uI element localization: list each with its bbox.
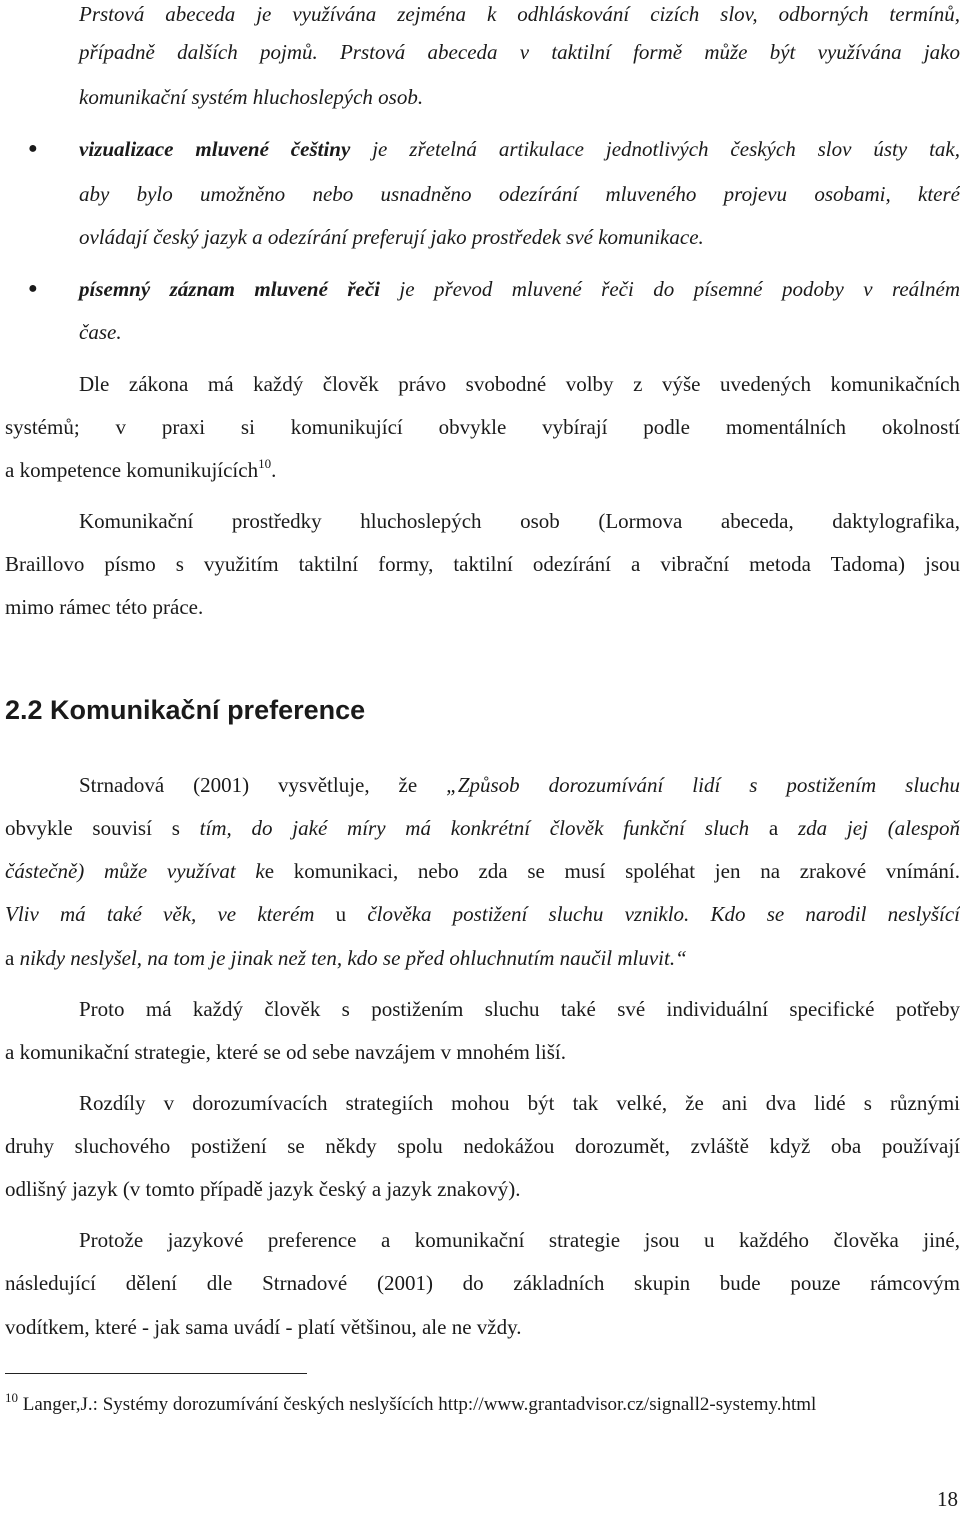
para-5-line-2 xyxy=(5,1132,960,1160)
para-3-text-1b: „Způsob dorozumívání lidí s postižením sluchu xyxy=(446,773,960,797)
para-5-line-3 xyxy=(5,1175,960,1203)
bullet-1-text-3: ovládají český jazyk a odezírání preferují jako prostředek své komunikace. xyxy=(79,225,704,249)
para-2-line-2 xyxy=(5,550,960,578)
footnote-text: Langer,J.: Systémy dorozumívání českých neslyšících http://www.grantadvisor.cz/signall2-systemy.html xyxy=(18,1394,817,1415)
para-3-text-3b: e komunikaci, nebo zda se musí spoléhat jen na zrakové vnímání. xyxy=(264,859,960,883)
fragment-line-1 xyxy=(79,0,960,28)
para-1-end: . xyxy=(271,458,277,482)
para-1-text-2: systémů; v praxi si komunikující obvykle vybírají podle momentálních okolností xyxy=(5,415,960,439)
para-3-text-2c: a xyxy=(749,816,798,840)
para-3-text-4c: člověka postižení sluchu vzniklo. Kdo se narodil neslyšící xyxy=(367,902,960,926)
para-3-line-5 xyxy=(5,944,960,972)
bullet-1-line-2 xyxy=(79,180,960,208)
para-2-line-1 xyxy=(79,507,960,535)
para-3-text-2b: tím, do jaké míry má konkrétní člověk funkční sluch xyxy=(199,816,750,840)
para-4-text-2: a komunikační strategie, které se od sebe navzájem v mnohém liší. xyxy=(5,1040,566,1064)
bullet-1-term: vizualizace mluvené češtiny xyxy=(79,137,351,161)
para-6-line-3 xyxy=(5,1313,960,1341)
para-2-text-2: Braillovo písmo s využitím taktilní formy, taktilní odezírání a vibrační metoda Tadoma) jsou xyxy=(5,552,960,576)
para-2-line-3 xyxy=(5,593,960,621)
footnote xyxy=(5,1392,816,1418)
para-2-text-3: mimo rámec této práce. xyxy=(5,595,204,619)
para-3-line-3 xyxy=(5,857,960,885)
para-6-text-1: Protože jazykové preference a komunikační strategie jsou u každého člověka jiné, xyxy=(79,1228,960,1252)
bullet-2-text-2: čase. xyxy=(79,320,122,344)
para-1-text-3: a kompetence komunikujících xyxy=(5,458,259,482)
para-6-text-3: vodítkem, které - jak sama uvádí - platí většinou, ale ne vždy. xyxy=(5,1315,522,1339)
para-3-text-4a: Vliv má také věk, ve kterém xyxy=(5,902,315,926)
bullet-2-rest: je převod mluvené řeči do písemné podoby v reálném xyxy=(379,277,960,301)
para-4-line-1 xyxy=(79,995,960,1023)
footnote-ref: 10 xyxy=(258,456,272,471)
bullet-1-line-3 xyxy=(79,223,960,251)
bullet-1-text-2: aby bylo umožněno nebo usnadněno odezírání mluveného projevu osobami, které xyxy=(79,182,960,206)
bullet-dot-icon: ● xyxy=(28,280,38,297)
para-3-text-1a: Strnadová (2001) vysvětluje, že xyxy=(79,773,447,797)
para-5-text-2: druhy sluchového postižení se někdy spolu nedokážou dorozumět, zvláště když oba používají xyxy=(5,1134,960,1158)
bullet-2-term: písemný záznam mluvené řeči xyxy=(79,277,380,301)
bullet-dot-icon: ● xyxy=(28,140,38,157)
para-3-text-2d: zda jej (alespoň xyxy=(797,816,960,840)
para-3-text-3a: částečně) může využívat k xyxy=(5,859,265,883)
section-heading: 2.2 Komunikační preference xyxy=(5,695,366,725)
para-4-text-1: Proto má každý člověk s postižením sluchu také své individuální specifické potřeby xyxy=(79,997,960,1021)
fragment-text-1: Prstová abeceda je využívána zejména k odhláskování cizích slov, odborných termínů, xyxy=(79,2,960,26)
para-2-text-1: Komunikační prostředky hluchoslepých osob (Lormova abeceda, daktylografika, xyxy=(79,509,960,533)
fragment-line-2 xyxy=(79,38,960,66)
para-3-text-2a: obvykle souvisí s xyxy=(5,816,200,840)
fragment-text-3: komunikační systém hluchoslepých osob. xyxy=(79,85,424,109)
footnote-number: 10 xyxy=(5,1390,18,1405)
para-5-text-3: odlišný jazyk (v tomto případě jazyk český a jazyk znakový). xyxy=(5,1177,521,1201)
para-3-line-4 xyxy=(5,900,960,928)
bullet-2-line-1 xyxy=(79,275,960,303)
para-3-line-2 xyxy=(5,814,960,842)
para-6-text-2: následující dělení dle Strnadové (2001) do základních skupin bude pouze rámcovým xyxy=(5,1271,960,1295)
bullet-1-line-1 xyxy=(79,135,960,163)
bullet-1-rest: je zřetelná artikulace jednotlivých českých slov ústy tak, xyxy=(350,137,960,161)
fragment-line-3 xyxy=(79,83,960,111)
para-5-line-1 xyxy=(79,1089,960,1117)
para-3-line-1 xyxy=(79,771,960,799)
para-3-text-4b: u xyxy=(314,902,368,926)
bullet-2-line-2 xyxy=(79,318,960,346)
para-6-line-2 xyxy=(5,1269,960,1297)
para-4-line-2 xyxy=(5,1038,960,1066)
page-number: 18 xyxy=(937,1487,958,1511)
para-6-line-1 xyxy=(79,1226,960,1254)
para-1-line-1 xyxy=(79,370,960,398)
para-3-text-5a: a xyxy=(5,946,20,970)
para-5-text-1: Rozdíly v dorozumívacích strategiích mohou být tak velké, že ani dva lidé s různými xyxy=(79,1091,960,1115)
para-1-line-2 xyxy=(5,413,960,441)
para-1-line-3 xyxy=(5,456,960,484)
fragment-text-2: případně dalších pojmů. Prstová abeceda v taktilní formě může být využívána jako xyxy=(79,40,960,64)
para-3-text-5b: nikdy neslyšel, na tom je jinak než ten, kdo se před ohluchnutím naučil mluvit.“ xyxy=(19,946,687,970)
para-1-text-1: Dle zákona má každý člověk právo svobodné volby z výše uvedených komunikačních xyxy=(79,372,960,396)
footnote-divider xyxy=(5,1373,307,1374)
